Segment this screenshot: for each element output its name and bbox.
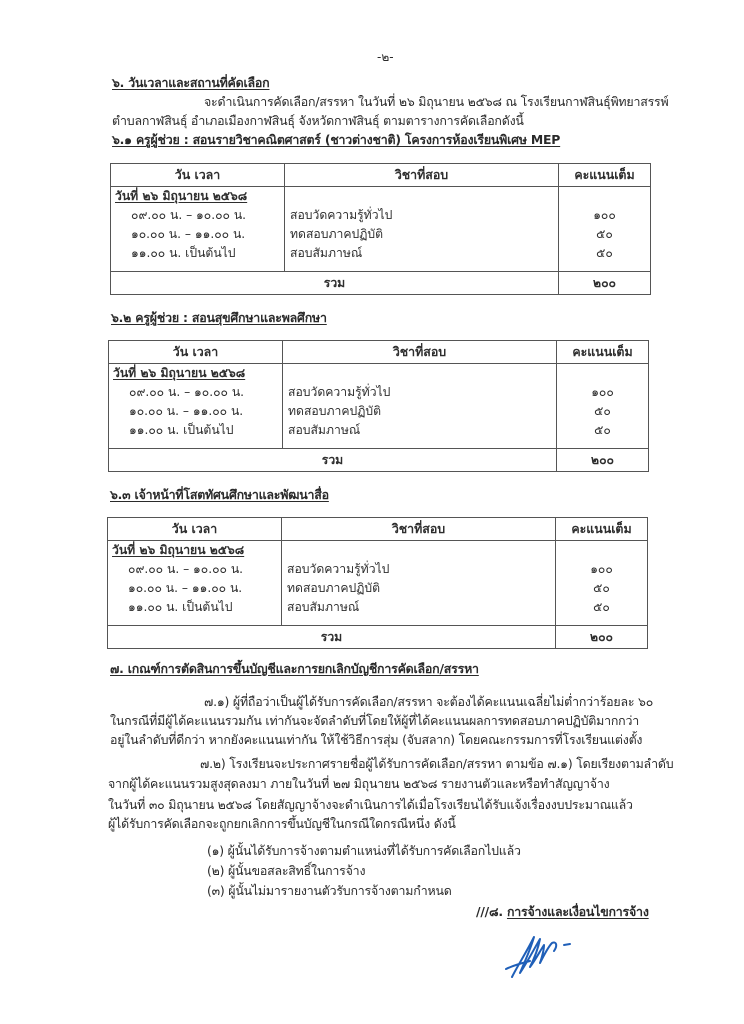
section-6-heading-text: ๖. วันเวลาและสถานที่คัดเลือก — [112, 75, 270, 90]
header-date-time: วัน เวลา — [109, 341, 283, 364]
schedule-table-6-1 — [110, 163, 651, 295]
time-slot: ๐๙.๐๐ น. – ๑๐.๐๐ น. — [129, 385, 245, 399]
clause-7-1-line-2: ในกรณีที่มีผู้ได้คะแนนรวมกัน เท่ากันจะจัดลำดับที่โดยให้ผู้ที่ได้คะแนนผลการทดสอบภาคปฏิบัติมากกว่า — [110, 713, 639, 728]
table-body-row — [111, 187, 651, 272]
signature-icon — [500, 925, 580, 980]
header-subject: วิชาที่สอบ — [282, 518, 556, 541]
table-total-row — [111, 272, 651, 295]
continuation-note — [476, 903, 649, 921]
time-slot: ๑๐.๐๐ น. – ๑๑.๐๐ น. — [131, 227, 246, 241]
cancellation-condition: (๓) ผู้นั้นไม่มารายงานตัวรับการจ้างตามกำหนด — [207, 883, 452, 898]
header-date-time: วัน เวลา — [111, 164, 285, 187]
header-date-time: วัน เวลา — [108, 518, 282, 541]
exam-score: ๑๐๐ — [591, 385, 614, 399]
date-time-cell — [111, 187, 285, 272]
section-6-3-heading-text: ๖.๓ เจ้าหน้าที่โสตทัศนศึกษาและพัฒนาสื่อ — [110, 487, 329, 502]
total-value: ๒๐๐ — [557, 449, 649, 472]
page-number: -๒- — [377, 50, 394, 64]
exam-subject: ทดสอบภาคปฏิบัติ — [288, 404, 382, 418]
total-value: ๒๐๐ — [556, 626, 648, 649]
total-value: ๒๐๐ — [559, 272, 651, 295]
total-label: รวม — [108, 626, 556, 649]
exam-score: ๑๐๐ — [590, 562, 613, 576]
time-slot: ๐๙.๐๐ น. – ๑๐.๐๐ น. — [128, 562, 244, 576]
section-6-heading — [112, 74, 269, 92]
time-slot: ๑๑.๐๐ น. เป็นต้นไป — [129, 423, 234, 437]
section-6-2-heading-text: ๖.๒ ครูผู้ช่วย : สอนสุขศึกษาและพลศึกษา — [111, 310, 327, 325]
clause-7-1-line-3: อยู่ในลำดับที่ดีกว่า หากยังคะแนนเท่ากัน ให้ใช้วิธีการสุ่ม (จับสลาก) โดยคณะกรรมการที่โรงเรียนแต่งตั้ง — [110, 732, 643, 747]
exam-subject: สอบวัดความรู้ทั่วไป — [288, 385, 391, 399]
continuation-prefix: ///๘. — [476, 904, 507, 919]
score-cell — [556, 541, 648, 626]
clause-7-2-line-3: ในวันที่ ๓๐ มิถุนายน ๒๕๖๘ โดยสัญญาจ้างจะดำเนินการได้เมื่อโรงเรียนได้รับแจ้งเรื่องงบประมาณแล้ว — [108, 797, 633, 812]
header-subject: วิชาที่สอบ — [285, 164, 559, 187]
header-full-score: คะแนนเต็ม — [559, 164, 651, 187]
table-body-row — [108, 541, 648, 626]
clause-7-1-line-1: ๗.๑) ผู้ที่ถือว่าเป็นผู้ได้รับการคัดเลือก/สรรหา จะต้องได้คะแนนเฉลี่ยไม่ต่ำกว่าร้อยละ ๖๐ — [204, 694, 654, 709]
subject-cell — [282, 541, 556, 626]
section-6-2-heading — [111, 309, 327, 327]
cancellation-condition: (๑) ผู้นั้นได้รับการจ้างตามตำแหน่งที่ได้รับการคัดเลือกไปแล้ว — [207, 843, 521, 858]
exam-subject: ทดสอบภาคปฏิบัติ — [287, 581, 381, 595]
table-header-row — [108, 518, 648, 541]
clause-7-2-line-2: จากผู้ได้คะแนนรวมสูงสุดลงมา ภายในวันที่ ๒๗ มิถุนายน ๒๕๖๘ รายงานตัวและหรือทำสัญญาจ้าง — [108, 776, 610, 791]
exam-score: ๑๐๐ — [593, 208, 616, 222]
time-slot: ๑๐.๐๐ น. – ๑๑.๐๐ น. — [129, 404, 244, 418]
header-subject: วิชาที่สอบ — [283, 341, 557, 364]
exam-subject: ทดสอบภาคปฏิบัติ — [290, 227, 384, 241]
section-7-heading-text: ๗. เกณฑ์การตัดสินการขึ้นบัญชีและการยกเลิกบัญชีการคัดเลือก/สรรหา — [110, 661, 479, 676]
cancellation-condition: (๒) ผู้นั้นขอสละสิทธิ์ในการจ้าง — [207, 863, 366, 878]
signature-stroke — [506, 937, 556, 977]
section-6-paragraph-line-1: จะดำเนินการคัดเลือก/สรรหา ในวันที่ ๒๖ มิถุนายน ๒๕๖๘ ณ โรงเรียนกาฬสินธุ์พิทยาสรรพ์ — [204, 94, 669, 109]
schedule-table-6-2 — [108, 340, 649, 472]
table-header-row — [111, 164, 651, 187]
time-slot: ๑๑.๐๐ น. เป็นต้นไป — [128, 600, 233, 614]
section-6-paragraph-line-2: ตำบลกาฬสินธุ์ อำเภอเมืองกาฬสินธุ์ จังหวัดกาฬสินธุ์ ตามตารางการคัดเลือกดังนี้ — [112, 113, 524, 128]
exam-date: วันที่ ๒๖ มิถุนายน ๒๕๖๘ — [113, 366, 246, 380]
date-time-cell — [108, 541, 282, 626]
header-full-score: คะแนนเต็ม — [557, 341, 649, 364]
table-total-row — [109, 449, 649, 472]
exam-score: ๕๐ — [593, 600, 610, 614]
subject-cell — [283, 364, 557, 449]
section-6-1-heading — [112, 131, 560, 149]
exam-score: ๕๐ — [594, 404, 611, 418]
total-label: รวม — [111, 272, 559, 295]
date-time-cell — [109, 364, 283, 449]
table-header-row — [109, 341, 649, 364]
exam-score: ๕๐ — [594, 423, 611, 437]
section-7-heading — [110, 660, 479, 678]
score-cell — [559, 187, 651, 272]
exam-subject: สอบวัดความรู้ทั่วไป — [287, 562, 390, 576]
exam-subject: สอบวัดความรู้ทั่วไป — [290, 208, 393, 222]
time-slot: ๑๐.๐๐ น. – ๑๑.๐๐ น. — [128, 581, 243, 595]
clause-7-2-line-4: ผู้ได้รับการคัดเลือกจะถูกยกเลิกการขึ้นบัญชีในกรณีใดกรณีหนึ่ง ดังนี้ — [108, 816, 456, 831]
exam-date: วันที่ ๒๖ มิถุนายน ๒๕๖๘ — [115, 189, 248, 203]
exam-score: ๕๐ — [596, 227, 613, 241]
exam-score: ๕๐ — [596, 246, 613, 260]
time-slot: ๑๑.๐๐ น. เป็นต้นไป — [131, 246, 236, 260]
continuation-label: การจ้างและเงื่อนไขการจ้าง — [506, 904, 649, 919]
score-cell — [557, 364, 649, 449]
exam-subject: สอบสัมภาษณ์ — [288, 423, 361, 437]
subject-cell — [285, 187, 559, 272]
signature-dash — [564, 944, 570, 945]
exam-subject: สอบสัมภาษณ์ — [290, 246, 363, 260]
table-body-row — [109, 364, 649, 449]
section-6-3-heading — [110, 486, 329, 504]
time-slot: ๐๙.๐๐ น. – ๑๐.๐๐ น. — [131, 208, 247, 222]
schedule-table-6-3 — [107, 517, 648, 649]
total-label: รวม — [109, 449, 557, 472]
clause-7-2-line-1: ๗.๒) โรงเรียนจะประกาศรายชื่อผู้ได้รับการคัดเลือก/สรรหา ตามข้อ ๗.๑) โดยเรียงตามลำดับ — [200, 756, 674, 771]
exam-score: ๕๐ — [593, 581, 610, 595]
table-total-row — [108, 626, 648, 649]
exam-subject: สอบสัมภาษณ์ — [287, 600, 360, 614]
header-full-score: คะแนนเต็ม — [556, 518, 648, 541]
section-6-1-heading-text: ๖.๑ ครูผู้ช่วย : สอนรายวิชาคณิตศาสตร์ (ชาวต่างชาติ) โครงการห้องเรียนพิเศษ MEP — [112, 132, 561, 147]
exam-date: วันที่ ๒๖ มิถุนายน ๒๕๖๘ — [112, 543, 245, 557]
